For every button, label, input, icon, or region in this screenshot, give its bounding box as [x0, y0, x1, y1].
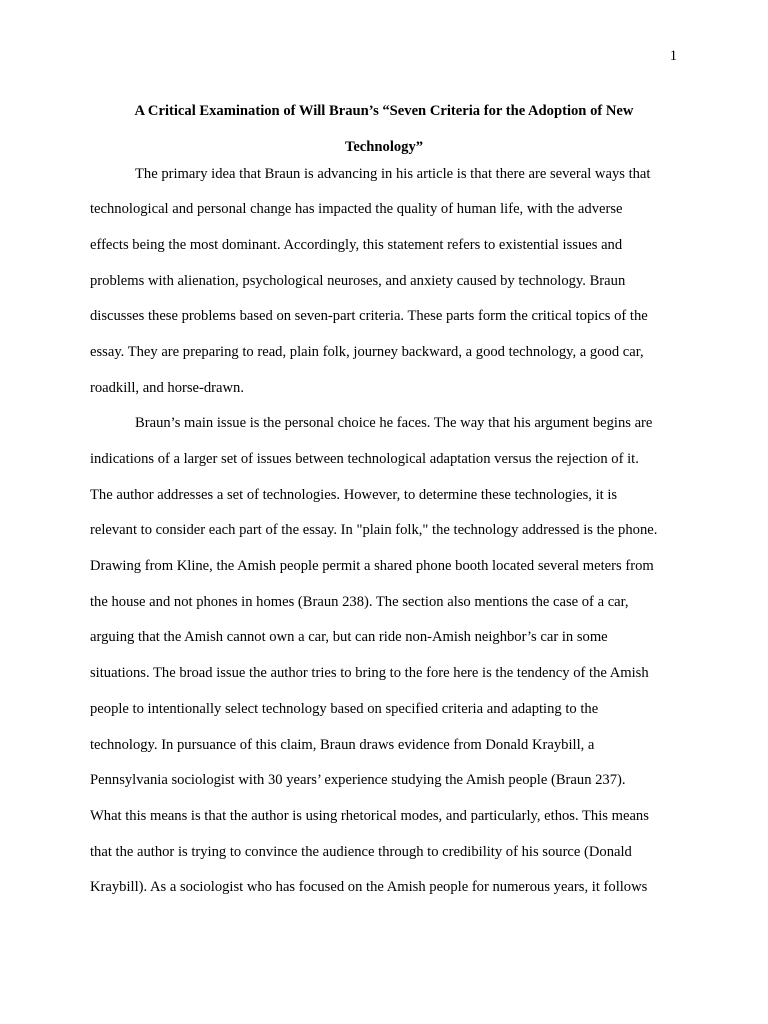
document-title [90, 94, 678, 165]
paragraph-line: What this means is that the author is using rhetorical modes, and particularly, ethos. This means [90, 807, 649, 824]
paragraph-line: essay. They are preparing to read, plain folk, journey backward, a good technology, a good car, [90, 343, 644, 360]
page-number: 1 [669, 48, 677, 64]
paragraph-line: roadkill, and horse-drawn. [90, 379, 244, 396]
paragraph-line: Kraybill). As a sociologist who has focused on the Amish people for numerous years, it follows [90, 879, 648, 896]
paragraph [90, 165, 678, 415]
paragraph-line: problems with alienation, psychological neuroses, and anxiety caused by technology. Braun [90, 272, 626, 289]
paragraph-line: The primary idea that Braun is advancing in his article is that there are several ways that [135, 165, 651, 182]
paragraph-line: Pennsylvania sociologist with 30 years’ experience studying the Amish people (Braun 237). [90, 772, 626, 789]
paragraph-line: arguing that the Amish cannot own a car, but can ride non-Amish neighbor’s car in some [90, 629, 608, 646]
paragraph-line: technology. In pursuance of this claim, Braun draws evidence from Donald Kraybill, a [90, 736, 595, 753]
paragraph-line: Drawing from Kline, the Amish people permit a shared phone booth located several meters from [90, 558, 654, 575]
title-line: Technology” [344, 138, 424, 155]
paragraph-line: discusses these problems based on seven-part criteria. These parts form the critical topics of the [90, 308, 648, 325]
title-line: A Critical Examination of Will Braun’s “Seven Criteria for the Adoption of New [134, 103, 634, 119]
paragraph-line: the house and not phones in homes (Braun 238). The section also mentions the case of a car, [90, 593, 629, 610]
paragraph-line: relevant to consider each part of the essay. In "plain folk," the technology addressed is the phone. [90, 522, 658, 539]
paragraph-line: Braun’s main issue is the personal choice he faces. The way that his argument begins are [135, 415, 653, 432]
paragraph-line: effects being the most dominant. Accordingly, this statement refers to existential issues and [90, 236, 623, 253]
paragraph [90, 414, 678, 914]
paragraph-line: situations. The broad issue the author tries to bring to the fore here is the tendency of the Amish [90, 665, 649, 682]
paragraph-line: The author addresses a set of technologies. However, to determine these technologies, it is [90, 486, 618, 503]
paragraph-line: indications of a larger set of issues between technological adaptation versus the rejection of it. [90, 451, 639, 467]
paragraph-line: people to intentionally select technology based on specified criteria and adapting to the [90, 700, 599, 717]
paragraph-line: that the author is trying to convince the audience through to credibility of his source (Donald [90, 843, 632, 860]
paragraph-line: technological and personal change has impacted the quality of human life, with the adverse [90, 201, 623, 218]
document-body [90, 165, 678, 914]
